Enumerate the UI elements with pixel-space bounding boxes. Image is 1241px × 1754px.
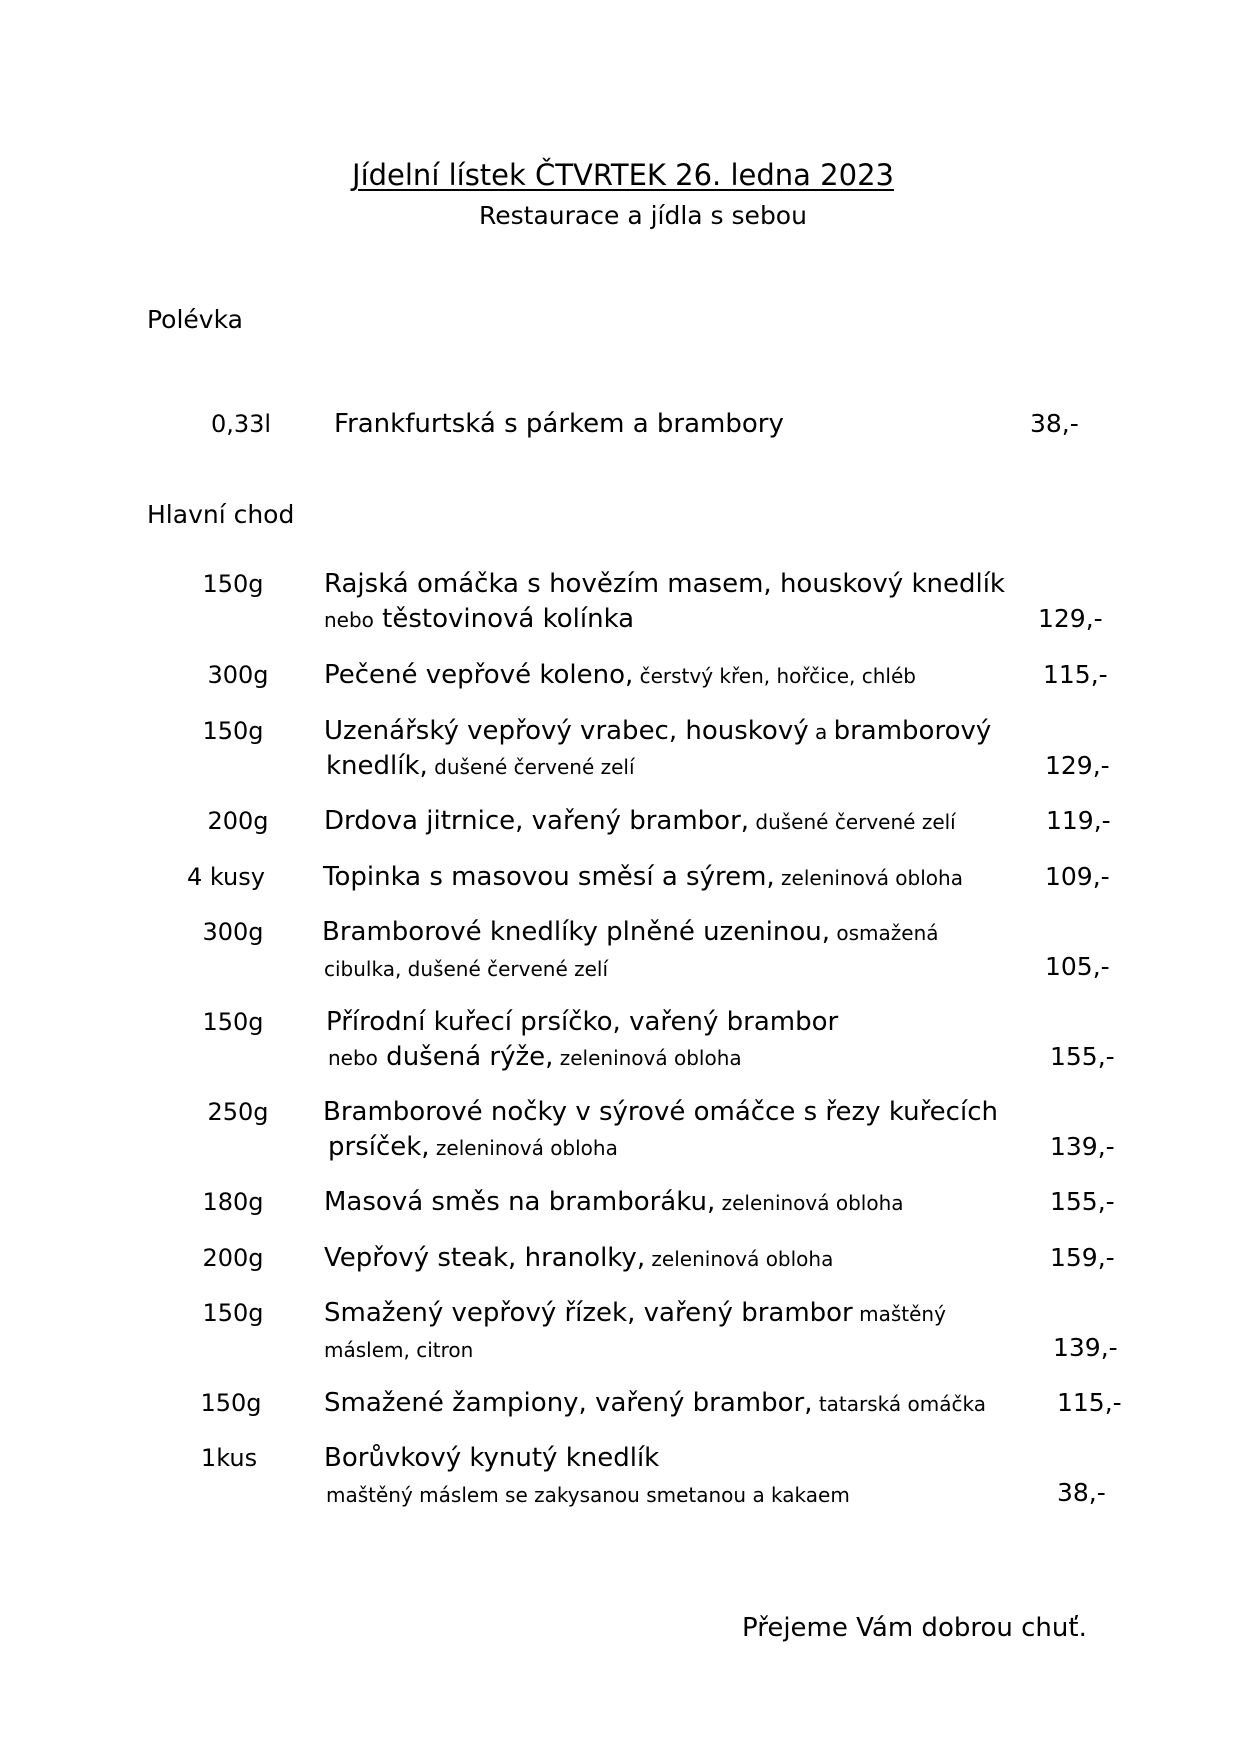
item-price: 38,- [1057, 1478, 1106, 1507]
item-note: dušené červené zelí [749, 810, 956, 834]
item-price: 139,- [1053, 1333, 1118, 1362]
item-qty: 300g [207, 661, 269, 689]
soup-name: Frankfurtská s párkem a brambory [334, 409, 784, 439]
item-note: maštěný máslem se zakysanou smetanou a kakaem [326, 1483, 850, 1507]
soup-price: 38,- [1030, 409, 1079, 438]
item-note: zeleninová obloha [429, 1136, 618, 1160]
soup-qty: 0,33l [210, 410, 272, 438]
menu-item [0, 1097, 1241, 1167]
item-price: 109,- [1045, 862, 1110, 891]
section-soup: Polévka [147, 305, 243, 334]
item-name-main: Bramborové knedlíky plněné uzeninou, [322, 917, 831, 947]
item-name-cont: bramborový [833, 716, 992, 746]
item-price: 129,- [1045, 751, 1110, 780]
item-qty: 180g [202, 1188, 264, 1216]
item-qty: 300g [202, 918, 264, 946]
item-price: 155,- [1050, 1042, 1115, 1071]
item-name: Přírodní kuřecí prsíčko, vařený brambor [326, 1007, 839, 1037]
item-name [324, 806, 956, 837]
item-name [324, 660, 916, 691]
item-name: Bramborové nočky v sýrové omáčce s řezy kuřecích [323, 1097, 998, 1127]
item-line2 [328, 1042, 742, 1073]
item-price: 155,- [1050, 1187, 1115, 1216]
item-name-main: Topinka s masovou směsí a sýrem, [323, 862, 775, 892]
item-name [324, 1298, 946, 1329]
menu-item [0, 1007, 1241, 1077]
item-name-main: Smažený vepřový řízek, vařený brambor [324, 1298, 853, 1328]
menu-item [0, 1298, 1241, 1368]
item-note: zeleninová obloha [645, 1247, 834, 1271]
item-line2 [324, 953, 608, 984]
menu-subtitle: Restaurace a jídla s sebou [479, 201, 807, 230]
item-name [324, 716, 991, 747]
item-note: maštěný [852, 1302, 946, 1326]
item-name-main: Uzenářský vepřový vrabec, houskový [324, 716, 809, 746]
item-note: zeleninová obloha [715, 1191, 904, 1215]
item-note: čerstvý křen, hořčice, chléb [633, 664, 916, 688]
item-price: 159,- [1050, 1243, 1115, 1272]
item-price: 129,- [1038, 604, 1103, 633]
item-line2 [324, 604, 634, 635]
item-name-cont: prsíček, [328, 1132, 430, 1162]
item-name-cont: těstovinová kolínka [373, 604, 635, 634]
item-price: 115,- [1057, 1388, 1122, 1417]
item-note: nebo [328, 1046, 378, 1070]
item-qty: 4 kusy [187, 863, 265, 891]
item-price: 115,- [1043, 660, 1108, 689]
item-qty: 150g [200, 1389, 262, 1417]
item-qty: 200g [207, 807, 269, 835]
item-name-cont: dušená rýže, [377, 1042, 554, 1072]
menu-item [0, 1443, 1241, 1513]
item-name-main: Masová směs na bramboráku, [324, 1187, 716, 1217]
item-qty: 150g [202, 1008, 264, 1036]
menu-item [0, 716, 1241, 786]
item-name: Borůvkový kynutý knedlík [324, 1443, 660, 1473]
item-note: a [808, 720, 834, 744]
item-name-main: Smažené žampiony, vařený brambor, [324, 1388, 813, 1418]
item-name-main: Drdova jitrnice, vařený brambor, [324, 806, 750, 836]
item-name-main: Pečené vepřové koleno, [324, 660, 634, 690]
item-note: tatarská omáčka [812, 1392, 986, 1416]
item-qty: 200g [202, 1244, 264, 1272]
item-line2 [326, 1479, 850, 1510]
item-note: nebo [324, 608, 374, 632]
item-note: zeleninová obloha [553, 1046, 742, 1070]
section-main: Hlavní chod [147, 500, 295, 529]
item-price: 105,- [1045, 952, 1110, 981]
menu-item [0, 917, 1241, 987]
item-qty: 250g [207, 1098, 269, 1126]
item-line2 [324, 1334, 473, 1365]
item-qty: 1kus [200, 1444, 258, 1472]
item-note: zeleninová obloha [774, 866, 963, 890]
item-name [323, 862, 963, 893]
item-name [324, 1243, 833, 1274]
item-name [322, 917, 939, 948]
menu-title: Jídelní lístek ČTVRTEK 26. ledna 2023 [352, 158, 894, 192]
item-qty: 150g [202, 717, 264, 745]
item-note: dušené červené zelí [427, 755, 635, 779]
item-note: osmažená [830, 921, 939, 945]
item-name [324, 1187, 904, 1218]
item-price: 119,- [1046, 806, 1111, 835]
soup-row [0, 409, 1241, 479]
item-qty: 150g [202, 570, 264, 598]
item-name [324, 1388, 986, 1419]
menu-item [0, 569, 1241, 639]
item-name: Rajská omáčka s hovězím masem, houskový knedlík [324, 569, 1005, 599]
item-note: cibulka, dušené červené zelí [324, 957, 609, 981]
item-line2 [328, 1132, 618, 1163]
footer-wish: Přejeme Vám dobrou chuť. [742, 1613, 1087, 1643]
item-line2 [326, 751, 635, 782]
item-note: máslem, citron [324, 1338, 474, 1362]
item-name-main: Vepřový steak, hranolky, [324, 1243, 646, 1273]
item-price: 139,- [1050, 1132, 1115, 1161]
item-qty: 150g [202, 1299, 264, 1327]
item-name-cont: knedlík, [326, 751, 428, 781]
